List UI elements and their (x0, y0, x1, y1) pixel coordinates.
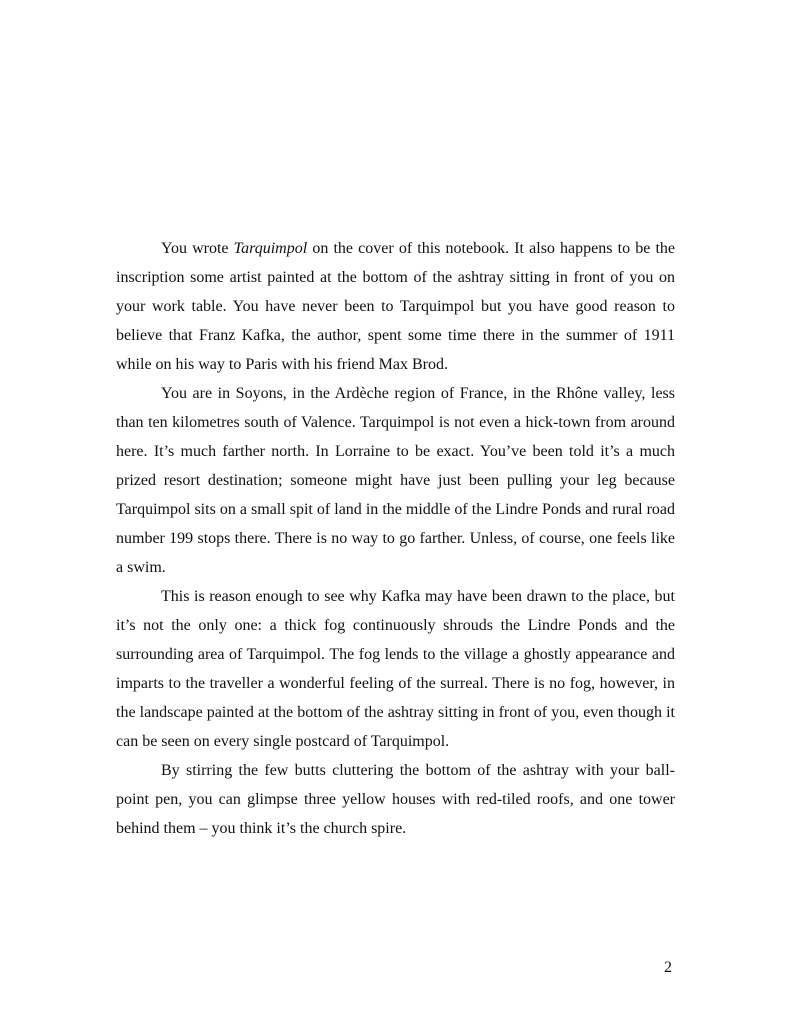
paragraph-1-lead: You wrote (161, 240, 234, 257)
page-body (116, 234, 675, 843)
paragraph-2: You are in Soyons, in the Ardèche region of France, in the Rhône valley, less than ten kilometres south of Valence. Tarquimpol is not even a hick-town from around here. It’s much farther north. In Lorraine to be exact. You’ve been told it’s a much prized resort destination; someone might have just been pulling your leg because Tarquimpol sits on a small spit of land in the middle of the Lindre Ponds and rural road number 199 stops there. There is no way to go farther. Unless, of course, one feels like a swim. (116, 385, 675, 576)
paragraph-1 (116, 234, 675, 379)
paragraph-3: This is reason enough to see why Kafka may have been drawn to the place, but it’s not the only one: a thick fog continuously shrouds the Lindre Ponds and the surrounding area of Tarquimpol. The fog lends to the village a ghostly appearance and imparts to the traveller a wonderful feeling of the surreal. There is no fog, however, in the landscape painted at the bottom of the ashtray sitting in front of you, even though it can be seen on every single postcard of Tarquimpol. (116, 588, 675, 750)
page-number: 2 (664, 959, 672, 976)
paragraph-4: By stirring the few butts cluttering the bottom of the ashtray with your ball-point pen, you can glimpse three yellow houses with red-tiled roofs, and one tower behind them – you think it’s the church spire. (116, 762, 675, 837)
paragraph-1-rest: on the cover of this notebook. It also happens to be the inscription some artist painted at the bottom of the ashtray sitting in front of you on your work table. You have never been to Tarquimpol but you have good reason to believe that Franz Kafka, the author, spent some time there in the summer of 1911 while on his way to Paris with his friend Max Brod. (116, 240, 676, 373)
notebook-title: Tarquimpol (233, 240, 308, 257)
